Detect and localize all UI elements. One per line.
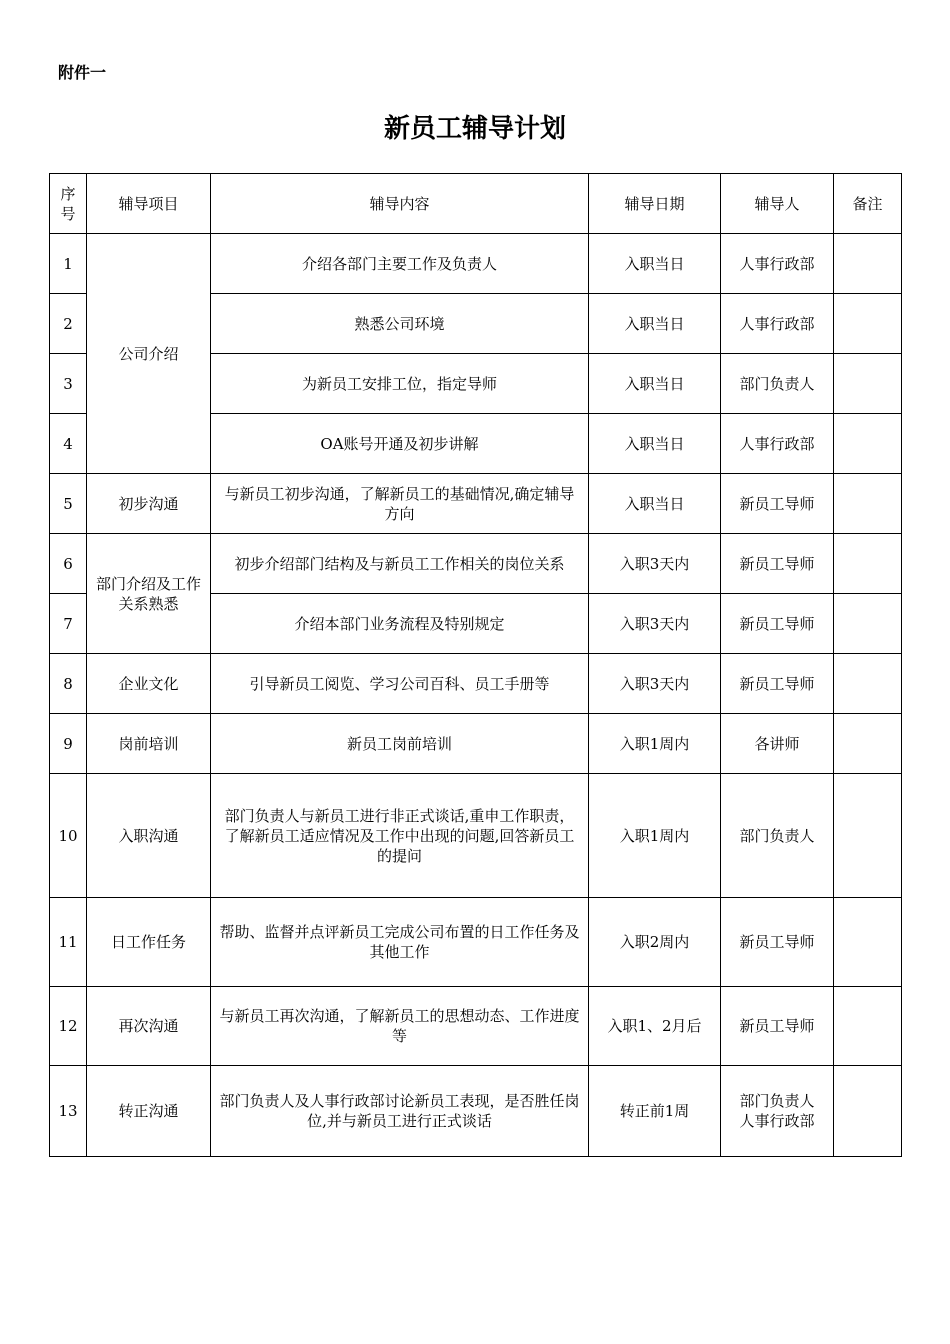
header-content: 辅导内容 <box>211 174 589 234</box>
row-date: 入职当日 <box>589 414 721 474</box>
row-item: 部门介绍及工作关系熟悉 <box>87 534 211 654</box>
row-seq: 12 <box>50 987 87 1066</box>
row-content: OA账号开通及初步讲解 <box>211 414 589 474</box>
header-note: 备注 <box>834 174 902 234</box>
row-content: 帮助、监督并点评新员工完成公司布置的日工作任务及其他工作 <box>211 898 589 987</box>
row-content: 部门负责人与新员工进行非正式谈话,重申工作职责，了解新员工适应情况及工作中出现的问题,回答新员工的提问 <box>211 774 589 898</box>
row-item: 转正沟通 <box>87 1066 211 1157</box>
header-tutor: 辅导人 <box>721 174 834 234</box>
row-note <box>834 414 902 474</box>
row-content: 初步介绍部门结构及与新员工工作相关的岗位关系 <box>211 534 589 594</box>
table-row <box>50 534 902 594</box>
row-item: 企业文化 <box>87 654 211 714</box>
table-row <box>50 774 902 898</box>
row-tutor: 新员工导师 <box>721 898 834 987</box>
row-date: 入职1、2月后 <box>589 987 721 1066</box>
row-item: 再次沟通 <box>87 987 211 1066</box>
row-tutor: 部门负责人 <box>721 354 834 414</box>
row-item: 初步沟通 <box>87 474 211 534</box>
row-note <box>834 234 902 294</box>
row-date: 入职当日 <box>589 234 721 294</box>
row-item: 日工作任务 <box>87 898 211 987</box>
row-item: 公司介绍 <box>87 234 211 474</box>
row-item: 入职沟通 <box>87 774 211 898</box>
row-date: 入职当日 <box>589 294 721 354</box>
table-row <box>50 714 902 774</box>
row-date: 入职1周内 <box>589 714 721 774</box>
table-row <box>50 898 902 987</box>
row-content: 介绍各部门主要工作及负责人 <box>211 234 589 294</box>
row-note <box>834 354 902 414</box>
row-seq: 1 <box>50 234 87 294</box>
header-item: 辅导项目 <box>87 174 211 234</box>
row-tutor: 新员工导师 <box>721 534 834 594</box>
table-row <box>50 234 902 294</box>
page-title: 新员工辅导计划 <box>383 114 566 144</box>
row-date: 入职3天内 <box>589 534 721 594</box>
table-row <box>50 987 902 1066</box>
row-content: 部门负责人及人事行政部讨论新员工表现，是否胜任岗位,并与新员工进行正式谈话 <box>211 1066 589 1157</box>
row-seq: 10 <box>50 774 87 898</box>
table-row <box>50 654 902 714</box>
row-seq: 4 <box>50 414 87 474</box>
row-content: 新员工岗前培训 <box>211 714 589 774</box>
row-note <box>834 987 902 1066</box>
row-date: 入职1周内 <box>589 774 721 898</box>
row-content: 与新员工再次沟通，了解新员工的思想动态、工作进度等 <box>211 987 589 1066</box>
row-seq: 7 <box>50 594 87 654</box>
row-seq: 11 <box>50 898 87 987</box>
row-note <box>834 1066 902 1157</box>
row-date: 入职当日 <box>589 474 721 534</box>
attachment-label: 附件一 <box>58 63 107 82</box>
header-seq: 序号 <box>50 174 87 234</box>
row-date: 入职2周内 <box>589 898 721 987</box>
row-tutor: 新员工导师 <box>721 474 834 534</box>
table-row <box>50 1066 902 1157</box>
row-note <box>834 654 902 714</box>
row-note <box>834 714 902 774</box>
row-item: 岗前培训 <box>87 714 211 774</box>
row-note <box>834 474 902 534</box>
row-seq: 8 <box>50 654 87 714</box>
row-tutor: 部门负责人 <box>721 774 834 898</box>
row-content: 与新员工初步沟通，了解新员工的基础情况,确定辅导方向 <box>211 474 589 534</box>
row-seq: 3 <box>50 354 87 414</box>
row-content: 为新员工安排工位，指定导师 <box>211 354 589 414</box>
table-row <box>50 474 902 534</box>
row-date: 入职3天内 <box>589 654 721 714</box>
row-note <box>834 898 902 987</box>
row-seq: 13 <box>50 1066 87 1157</box>
row-note <box>834 534 902 594</box>
row-note <box>834 294 902 354</box>
row-seq: 2 <box>50 294 87 354</box>
row-tutor: 人事行政部 <box>721 294 834 354</box>
row-seq: 6 <box>50 534 87 594</box>
row-date: 入职当日 <box>589 354 721 414</box>
row-content: 熟悉公司环境 <box>211 294 589 354</box>
row-note <box>834 774 902 898</box>
row-tutor: 人事行政部 <box>721 414 834 474</box>
row-tutor: 部门负责人 人事行政部 <box>721 1066 834 1157</box>
header-date: 辅导日期 <box>589 174 721 234</box>
row-tutor: 新员工导师 <box>721 594 834 654</box>
table-header-row <box>50 174 902 234</box>
row-date: 入职3天内 <box>589 594 721 654</box>
row-content: 引导新员工阅览、学习公司百科、员工手册等 <box>211 654 589 714</box>
tutoring-plan-table <box>49 173 902 1157</box>
row-tutor: 新员工导师 <box>721 987 834 1066</box>
row-note <box>834 594 902 654</box>
row-seq: 9 <box>50 714 87 774</box>
row-tutor: 新员工导师 <box>721 654 834 714</box>
row-content: 介绍本部门业务流程及特别规定 <box>211 594 589 654</box>
row-tutor: 人事行政部 <box>721 234 834 294</box>
row-seq: 5 <box>50 474 87 534</box>
row-tutor: 各讲师 <box>721 714 834 774</box>
row-date: 转正前1周 <box>589 1066 721 1157</box>
